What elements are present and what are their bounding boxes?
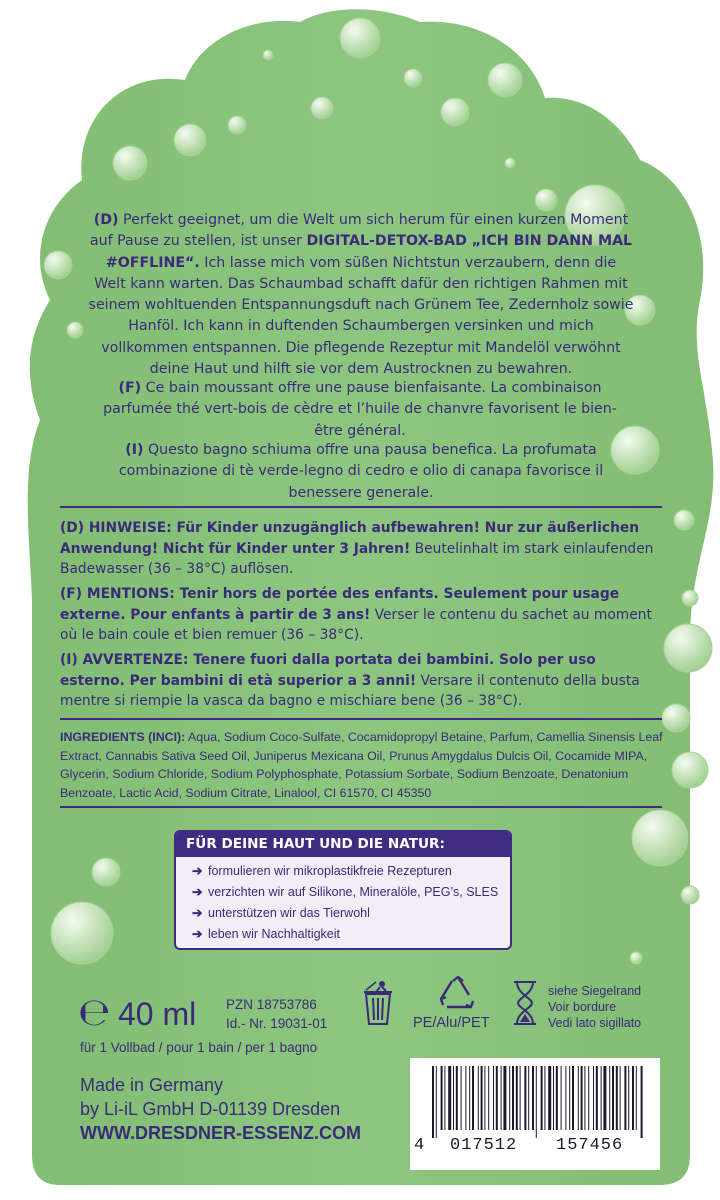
expiry-note-de: siehe Siegelrand <box>548 984 642 998</box>
arrow-right-icon: ➔ <box>192 885 203 899</box>
expiry-note-fr: Voir bordure <box>548 1000 617 1014</box>
barcode-bar <box>620 1066 621 1130</box>
barcode-bar <box>553 1066 554 1130</box>
estimated-sign-icon: ℮ <box>78 990 111 1034</box>
barcode-bar <box>541 1066 543 1130</box>
hourglass-icon <box>512 980 538 1026</box>
barcode-bar <box>561 1066 562 1130</box>
ingredients-label: INGREDIENTS (INCI): <box>60 730 186 744</box>
barcode-bar <box>569 1066 570 1130</box>
barcode-bar <box>556 1066 558 1130</box>
barcode-bar <box>544 1066 545 1130</box>
barcode-bar <box>444 1066 445 1130</box>
barcode-bar <box>493 1066 494 1130</box>
barcode-bar <box>532 1066 534 1130</box>
barcode-bar <box>456 1066 458 1130</box>
barcode-bar <box>509 1066 510 1130</box>
recycle-icon <box>433 975 483 1015</box>
barcode-bar <box>596 1066 598 1130</box>
barcode-bar <box>512 1066 514 1130</box>
warning-de-text: Beutelinhalt im stark einlaufenden Badewasser (36 – 38°C) auflösen. <box>60 540 654 577</box>
warning-it-bold: (I) AVVERTENZE: Tenere fuori dalla portata dei bambini. Solo per uso esterno. Per bambini di età superior a 3 anni! <box>60 652 596 689</box>
barcode-bar <box>624 1066 626 1130</box>
description-fr-lead: (F) <box>118 380 142 396</box>
barcode-bar <box>565 1066 566 1130</box>
barcode-bar <box>593 1066 594 1130</box>
list-item <box>192 861 510 882</box>
trash-bin-icon <box>360 978 396 1030</box>
barcode-bar <box>432 1066 434 1138</box>
barcode <box>410 1058 660 1170</box>
warning-de-bold: (D) HINWEISE: Für Kinder unzugänglich aufbewahren! Nur zur äußerlichen Anwendung! Nicht für Kinder unter 3 Jahren! <box>60 520 640 557</box>
list-item-label: unterstützen wir das Tierwohl <box>208 906 370 920</box>
description-de-lead: (D) <box>93 212 119 228</box>
divider-middle <box>60 718 662 720</box>
description-de <box>88 210 634 380</box>
barcode-bar <box>469 1066 470 1130</box>
warning-it-text: Versare il contenuto della busta mentre si riempie la vasca da bagno e mischiare bene (36 – 38°C). <box>60 672 640 709</box>
description-fr <box>100 378 620 442</box>
barcode-bar <box>588 1066 589 1130</box>
website-link[interactable]: WWW.DRESDNER-ESSENZ.COM <box>80 1123 361 1143</box>
barcode-bar <box>436 1066 437 1138</box>
barcode-bar <box>484 1066 485 1130</box>
barcode-bar <box>601 1066 602 1130</box>
recycle-code: PE/Alu/PET <box>413 1015 490 1031</box>
barcode-bar <box>441 1066 443 1130</box>
barcode-bar <box>488 1066 489 1130</box>
barcode-bar <box>472 1066 474 1130</box>
usage-note: für 1 Vollbad / pour 1 bain / per 1 bagno <box>80 1040 318 1055</box>
warning-fr-text: Verser le contenu du sachet au moment où le bain coule et bien remuer (36 – 38°C). <box>60 606 652 643</box>
barcode-bar <box>581 1066 583 1130</box>
ingredients-text: Aqua, Sodium Coco-Sulfate, Cocamidopropyl Betaine, Parfum, Camellia Sinensis Leaf Extract, Cannabis Sativa Seed Oil, Juniperus Mexicana Oil, Prunus Amygdalus Dulcis Oil, Cocamide MIPA, Glycerin, Sodium Chloride, Sodium Polyphosphate, Potassium Sorbate, Sodium Benzoate, Denatonium Benzoate, Lactic Acid, Sodium Citrate, Linalool, CI 61570, CI 45350 <box>60 730 663 800</box>
list-item <box>192 882 510 903</box>
description-it-lead: (I) <box>125 442 144 458</box>
barcode-bar <box>461 1066 462 1130</box>
description-de-part1: Perfekt geeignet, um die Welt um sich herum für einen kurzen Moment auf Pause zu stellen, ist unser <box>89 212 629 250</box>
expiry-note-it: Vedi lato sigillato <box>548 1016 642 1030</box>
barcode-bar <box>453 1066 454 1130</box>
manufacturer-company: by Li-iL GmbH D-01139 Dresden <box>80 1099 341 1119</box>
arrow-right-icon: ➔ <box>192 906 203 920</box>
barcode-bar <box>609 1066 610 1130</box>
warning-de <box>60 518 664 580</box>
divider-top <box>60 506 662 508</box>
barcode-bar <box>612 1066 614 1130</box>
barcode-bar <box>503 1066 506 1130</box>
barcode-bar <box>501 1066 502 1130</box>
barcode-bar <box>572 1066 574 1130</box>
pzn: PZN 18753786 <box>226 997 317 1012</box>
nature-box-title: FÜR DEINE HAUT UND DIE NATUR: <box>176 832 510 857</box>
barcode-bar <box>641 1066 643 1138</box>
description-fr-text: Ce bain moussant offre une pause bienfaisante. La combinaison parfumée thé vert-bois de cèdre et l’huile de chanvre favorisent le bien-être général. <box>103 380 617 439</box>
barcode-bar <box>636 1066 637 1130</box>
barcode-bar <box>496 1066 498 1130</box>
barcode-digits-right: 157456 <box>556 1136 624 1155</box>
ingredients <box>60 728 666 802</box>
description-it <box>98 440 624 504</box>
warning-fr <box>60 584 664 646</box>
barcode-bar <box>520 1066 521 1130</box>
warning-it <box>60 650 664 712</box>
list-item <box>192 903 510 924</box>
barcode-bar <box>524 1066 526 1130</box>
barcode-bar <box>584 1066 585 1130</box>
barcode-bar <box>516 1066 518 1130</box>
barcode-bar <box>528 1066 529 1130</box>
list-item-label: formulieren wir mikroplastikfreie Rezepturen <box>208 864 452 878</box>
barcode-bar <box>448 1066 451 1130</box>
barcode-digits-left: 017512 <box>450 1136 518 1155</box>
arrow-right-icon: ➔ <box>192 927 203 941</box>
barcode-bar <box>478 1066 479 1130</box>
nature-box <box>174 830 512 950</box>
description-de-part2: Ich lasse mich vom süßen Nichtstun verzaubern, denn die Welt kann warten. Das Schaumbad schafft dafür den richtigen Rahmen mit seinem wohltuenden Entspannungsduft nach Grünem Tee, Zedernholz sowie Hanföl. Ich kann in duftenden Schaumbergen versinken und mich vollkommen entspannen. Die pflegende Rezeptur mit Mandelöl verwöhnt deine Haut und hilft sie vor dem Austrocknen zu bewahren. <box>88 254 634 378</box>
list-item-label: verzichten wir auf Silikone, Mineralöle, PEG’s, SLES <box>208 885 499 899</box>
barcode-bar <box>603 1066 606 1130</box>
barcode-bar <box>632 1066 634 1130</box>
divider-bottom <box>60 806 662 808</box>
nature-box-list <box>176 861 510 945</box>
list-item-label: leben wir Nachhaltigkeit <box>208 927 341 941</box>
warning-fr-bold: (F) MENTIONS: Tenir hors de portée des enfants. Seulement pour usage externe. Pour enfants à partir de 3 ans! <box>60 586 620 623</box>
barcode-bar <box>536 1066 537 1138</box>
barcode-bar <box>465 1066 466 1130</box>
product-name: DIGITAL-DETOX-BAD „ICH BIN DANN MAL #OFFLINE“. <box>105 233 633 271</box>
id-number: Id.- Nr. 19031-01 <box>226 1016 328 1031</box>
list-item <box>192 924 510 945</box>
made-in: Made in Germany <box>80 1075 224 1095</box>
barcode-bar <box>578 1066 579 1130</box>
arrow-right-icon: ➔ <box>192 864 203 878</box>
volume: 40 ml <box>118 996 197 1032</box>
barcode-digit-lead: 4 <box>414 1136 425 1155</box>
barcode-bar <box>548 1066 551 1130</box>
barcode-bar <box>616 1066 618 1130</box>
barcode-bar <box>481 1066 483 1130</box>
description-it-text: Questo bagno schiuma offre una pausa benefica. La profumata combinazione di tè verde-legno di cedro e olio di canapa favorisce il benessere generale. <box>118 442 604 501</box>
barcode-bar <box>628 1066 629 1130</box>
